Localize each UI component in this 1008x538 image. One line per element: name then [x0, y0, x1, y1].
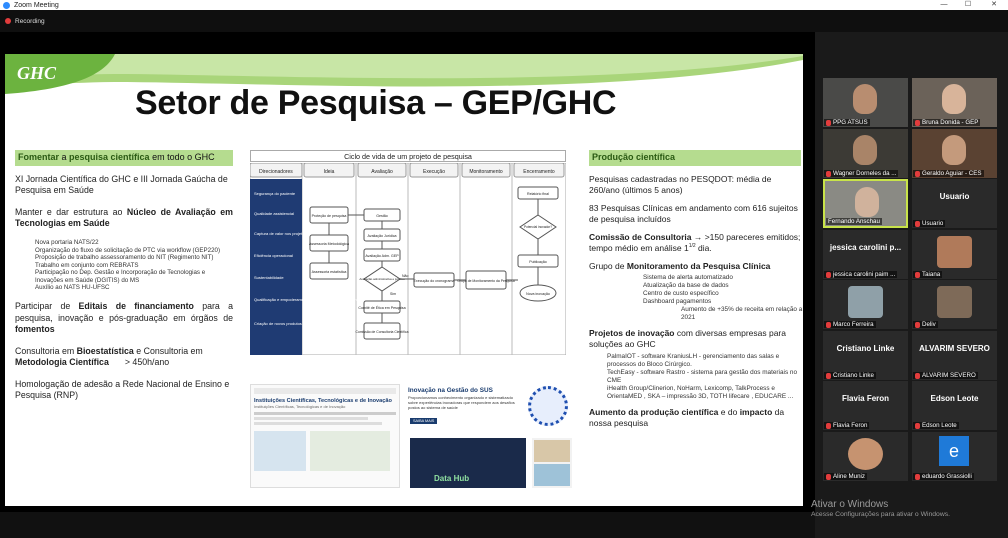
data-hub-image [410, 438, 526, 488]
left-p3-pre: Participar de [15, 301, 79, 312]
participant-gallery [815, 32, 1008, 538]
gear-network-icon [528, 386, 568, 426]
ict-website-screenshot [250, 384, 400, 488]
participant-name [913, 119, 980, 126]
muted-mic-icon [915, 120, 920, 126]
driver-label: Qualificação e empoderamento dos empregados e gestores [254, 297, 361, 302]
left-p2 [15, 207, 233, 230]
left-header [15, 150, 233, 166]
right-p6-rest: da nossa pesquisa [589, 407, 785, 429]
left-p4-value: > 450h/ano [124, 357, 170, 368]
window-titlebar [0, 0, 1008, 10]
right-p6-mid: e do [718, 407, 740, 418]
muted-mic-icon [826, 373, 831, 379]
muted-mic-icon [826, 171, 831, 177]
muted-mic-icon [826, 474, 831, 480]
diagram-decision: Avaliação administrativa e jurídica [359, 277, 405, 281]
ghc-logo: GHC [17, 63, 57, 83]
diagram-box: Comitê de Ética em Pesquisa [358, 306, 406, 310]
participant-video [942, 135, 966, 165]
list-item: PalmaIOT - software KraniusLH - gerenciamento das salas e processos do Bloco Cirúrgico. [607, 353, 780, 369]
text-line [254, 412, 396, 415]
participant-name-text: Geraldo Aguiar - CES [922, 170, 982, 177]
diagram-col-header: Encerramento [523, 169, 555, 175]
recording-bar [0, 10, 1008, 32]
participant-name [913, 170, 984, 177]
participant-video [855, 187, 879, 217]
participant-name-text: Taiana [922, 271, 941, 278]
participant-name [913, 372, 978, 379]
diagram-decision: Potencial inovador? [524, 225, 552, 229]
right-p2: 83 Pesquisas Clínicas em andamento com 616 sujeitos de pesquisa incluídos [589, 202, 798, 224]
windows-activation-watermark [811, 499, 950, 518]
left-p2-pre: Manter e dar estrutura ao [15, 206, 127, 217]
recording-label[interactable]: Recording [15, 17, 45, 25]
participant-name-text: PPG ATSUS [833, 119, 868, 126]
shot2-text: Proporcionamos conhecimento organizado e sistematizado sobre experiências inovadoras que respondem aos desafios postos ao sistema de saúde [408, 395, 515, 410]
left-header-rest: em todo o GHC [149, 152, 215, 162]
left-p4-bold2: Metodologia Científica [15, 357, 109, 368]
left-p3-mid: para a pesquisa, inovação e pós-graduação em órgãos de [15, 301, 233, 323]
participant-tile[interactable] [823, 129, 908, 178]
participant-photo [937, 286, 972, 318]
participant-display-name: ALVARIM SEVERO [919, 344, 990, 353]
text-line [254, 417, 368, 420]
left-header-bold: Fomentar [18, 152, 60, 162]
diagram-box: Assessoria Metodológica [309, 242, 349, 246]
right-p4-bold: Monitoramento da Pesquisa Clínica [626, 260, 771, 271]
participant-name-text: jessica carolini paim ... [833, 271, 896, 278]
participant-photo [848, 286, 883, 318]
right-p4 [589, 261, 801, 272]
right-p6 [589, 407, 801, 429]
participant-name [913, 321, 938, 328]
right-p3-rest: → >150 pareceres emitidos; tempo médio em análise 1 [589, 231, 801, 253]
saiba-mais-button[interactable]: SAIBA MAIS [410, 418, 437, 424]
left-p3 [15, 301, 233, 335]
participant-display-name: Edson Leote [930, 394, 979, 403]
participant-name [824, 321, 876, 328]
participant-tile[interactable] [823, 432, 908, 481]
participant-tile[interactable] [823, 331, 908, 380]
list-item: Sistema de alerta automatizado [643, 274, 733, 282]
datahub-label: Data Hub [434, 474, 470, 483]
participant-name [824, 170, 898, 177]
participant-tile[interactable] [912, 331, 997, 380]
muted-mic-icon [915, 322, 920, 328]
side-thumbnails [532, 438, 572, 488]
driver-label: Eficiência operacional [254, 253, 293, 258]
diagram-col-header: Avaliação [371, 169, 393, 175]
participant-name-text: Fernando Anschau [828, 218, 880, 225]
list-item: Proposição de trabalho assessoramento do NIT (Regimento NIT) [35, 254, 214, 262]
left-p4 [15, 346, 233, 369]
diagram-box: Execução do cronograma [413, 279, 455, 283]
participant-name [824, 271, 897, 278]
left-p4-mid: e Consultoria em [133, 345, 203, 356]
participant-tile[interactable] [912, 432, 997, 481]
slide-title: Setor de Pesquisa – GEP/GHC [135, 84, 617, 122]
maximize-button[interactable]: ☐ [964, 1, 972, 8]
list-item: Dashboard pagamentos [643, 298, 712, 306]
diagram-title: Ciclo de vida de um projeto de pesquisa [250, 150, 566, 162]
diagram-box: Comissão de Consultoria Científica [355, 330, 409, 334]
shot1-title: Instituições Científicas, Tecnológicas e de Inovação [254, 398, 392, 404]
participant-name-text: Aline Muniz [833, 473, 865, 480]
participant-tile[interactable] [912, 129, 997, 178]
participant-display-name: jessica carolini p... [829, 243, 902, 252]
map-image [310, 431, 390, 471]
muted-mic-icon [915, 474, 920, 480]
innovation-list [589, 353, 801, 401]
diagram-box: Proteção de pesquisa [311, 214, 347, 218]
muted-mic-icon [915, 171, 920, 177]
left-p3-bold2: fomentos [15, 324, 55, 335]
diagram-box: Avaliação Adm. GEP [365, 254, 399, 258]
right-header-text: Produção científica [592, 152, 676, 162]
right-p5 [589, 328, 801, 350]
participant-tile[interactable] [912, 280, 997, 329]
participant-video [853, 84, 877, 114]
nats-sublist [15, 239, 233, 291]
right-p6-bold: Aumento da produção científica [589, 407, 719, 418]
participant-name-text: Edson Leote [922, 422, 957, 429]
left-p4-bold: Bioestatística [76, 345, 134, 356]
right-p6-bold2: impacto [739, 407, 773, 418]
participant-name [913, 473, 974, 480]
participant-name [824, 372, 876, 379]
participant-name-text: Wagner Dorneles da ... [833, 170, 897, 177]
participant-letter-avatar: e [939, 436, 969, 466]
participant-video [853, 135, 877, 165]
diagram-box: Relatório final [527, 192, 549, 196]
map-image [254, 431, 306, 471]
muted-mic-icon [915, 221, 920, 227]
research-lifecycle-diagram [250, 150, 566, 355]
presentation-slide [5, 54, 803, 506]
diagram-box: Gestão [376, 214, 388, 218]
right-p5-rest: com diversas empresas para soluções ao GHC [589, 328, 786, 350]
thumbnail [534, 440, 570, 462]
left-header-bold2: pesquisa científica [69, 152, 150, 162]
right-p1: Pesquisas cadastradas no PESQDOT: média de 260/ano (últimos 5 anos) [589, 173, 772, 195]
browser-bar [254, 388, 396, 394]
web-screenshots [250, 384, 572, 490]
participant-tile[interactable] [912, 179, 997, 228]
participant-name [826, 218, 882, 225]
participant-tile[interactable] [823, 280, 908, 329]
participant-name-text: Marco Ferreira [833, 321, 874, 328]
meeting-bottom-area [0, 512, 815, 538]
participant-tile[interactable] [912, 230, 997, 279]
list-item: TechEasy - software Rastro - sistema para gestão dos materiais no CME [607, 369, 798, 385]
left-p2-bold: Núcleo de Avaliação em Tecnologias em Saúde [15, 206, 233, 228]
participant-name [824, 473, 867, 480]
right-p3-end: dia. [695, 242, 712, 253]
diagram-box: Assessoria estatística [311, 270, 347, 274]
right-p3-sup: 1/2 [688, 243, 696, 250]
participant-name-text: Deliv [922, 321, 936, 328]
participant-name-text: Flavia Feron [833, 422, 868, 429]
list-item: Participação no Dep. Gestão e Incorporação de Tecnologias e Inovações em Saúde (DGITIS) do MS [35, 269, 206, 284]
diagram-box: Publicação [529, 260, 547, 264]
diagram-label-nao: Não [402, 274, 409, 278]
close-button[interactable]: ✕ [991, 1, 997, 8]
left-column [15, 150, 233, 411]
list-item: Atualização da base de dados [643, 282, 729, 290]
diagram-canvas [250, 163, 566, 355]
participant-display-name: Flavia Feron [841, 394, 890, 403]
right-column [589, 150, 801, 436]
right-header [589, 150, 801, 166]
participant-tile[interactable] [823, 381, 908, 430]
participant-name-text: Usuario [922, 220, 944, 227]
shot2-title: Inovação na Gestão do SUS [408, 387, 493, 394]
list-item: Nova portaria NATS/22 [35, 239, 99, 247]
list-item: Auxílio ao NATS HU-UFSC [35, 284, 110, 291]
participant-video [942, 84, 966, 114]
window-title: Zoom Meeting [14, 1, 59, 9]
left-header-mid: a [59, 152, 70, 162]
participant-display-name: Usuario [939, 192, 970, 201]
participant-name-text: eduardo Grassiolli [922, 473, 972, 480]
list-item: Trabalho em conjunto com REBRATS [35, 261, 139, 269]
muted-mic-icon [826, 120, 831, 126]
shot1-subtitle: Instituições Científicas, Tecnológicas e de Inovação [254, 404, 346, 409]
muted-mic-icon [915, 423, 920, 429]
thumbnail [534, 464, 570, 486]
diagram-col-header: Execução [423, 169, 445, 175]
right-p4-pre: Grupo de [589, 260, 627, 271]
muted-mic-icon [915, 272, 920, 278]
text-line [254, 422, 382, 425]
watermark-line2: Acesse Configurações para ativar o Windows. [811, 511, 951, 518]
watermark-line1: Ativar o Windows [811, 499, 889, 510]
participant-display-name: Cristiano Linke [836, 344, 895, 353]
muted-mic-icon [826, 423, 831, 429]
diagram-col-header: Monitoramento [469, 169, 503, 175]
muted-mic-icon [915, 373, 920, 379]
left-p4-pre: Consultoria em [15, 345, 77, 356]
recording-dot-icon [5, 18, 11, 24]
participant-photo [848, 438, 883, 470]
participant-tile[interactable] [823, 230, 908, 279]
participant-name-text: Bruna Donida - GEP [922, 119, 979, 126]
diagram-col-header: Ideia [323, 169, 335, 175]
diagram-col-header: Direcionadores [259, 169, 293, 175]
participant-tile[interactable] [912, 381, 997, 430]
participant-name [824, 422, 869, 429]
diagram-box: Grupo de Monitoramento da Pesquisa [457, 279, 515, 283]
left-p3-bold: Editais de financiamento [78, 301, 194, 312]
list-item: iHealth Group/Clinerion, NoHarm, Lexicomp, TalkProcess e OrientaMED , SKA – impressão 3D, TOTH lifecare , EDUCARE ... [607, 385, 794, 401]
muted-mic-icon [826, 322, 831, 328]
list-item: Organização do fluxo de solicitação de PTC via workflow (GEP220) [35, 246, 221, 254]
participant-photo [937, 236, 972, 268]
participant-name [913, 220, 945, 227]
diagram-box: Avaliação Jurídica [367, 234, 397, 238]
participant-name [824, 119, 870, 126]
zoom-icon [3, 2, 10, 9]
participant-tile[interactable] [823, 78, 908, 127]
left-p1: XI Jornada Científica do GHC e III Jornada Gaúcha de Pesquisa em Saúde [15, 173, 228, 196]
minimize-button[interactable]: — [940, 1, 948, 8]
participant-name [913, 422, 959, 429]
right-p3-bold: Comissão de Consultoria [589, 231, 692, 242]
participant-name-text: Cristiano Linke [833, 372, 874, 379]
driver-label: Criação de novos produtos [254, 321, 302, 326]
driver-label: Captura de valor nos projetos [254, 231, 307, 236]
muted-mic-icon [826, 272, 831, 278]
driver-label: Segurança do paciente [254, 191, 296, 196]
diagram-box: Nova inovação [526, 292, 550, 296]
participant-tile[interactable] [912, 78, 997, 127]
driver-label: Qualidade assistencial [254, 211, 295, 216]
list-item: Aumento de +35% de receita em relação a 2021 [681, 306, 803, 322]
participant-tile-active-speaker[interactable] [823, 179, 908, 228]
participant-name-text: ALVARIM SEVERO [922, 372, 976, 379]
list-item: Centro de custo específico [643, 290, 719, 298]
right-p5-bold: Projetos de inovação [589, 328, 675, 339]
left-p5: Homologação de adesão a Rede Nacional de Ensino e Pesquisa (RNP) [15, 378, 230, 400]
sus-innovation-screenshot [408, 384, 572, 488]
monitoring-list [589, 274, 801, 322]
driver-label: Sustentabilidade [254, 275, 284, 280]
participant-name [913, 271, 942, 278]
diagram-label-sim: Sim [390, 292, 397, 296]
right-p3 [589, 232, 801, 254]
